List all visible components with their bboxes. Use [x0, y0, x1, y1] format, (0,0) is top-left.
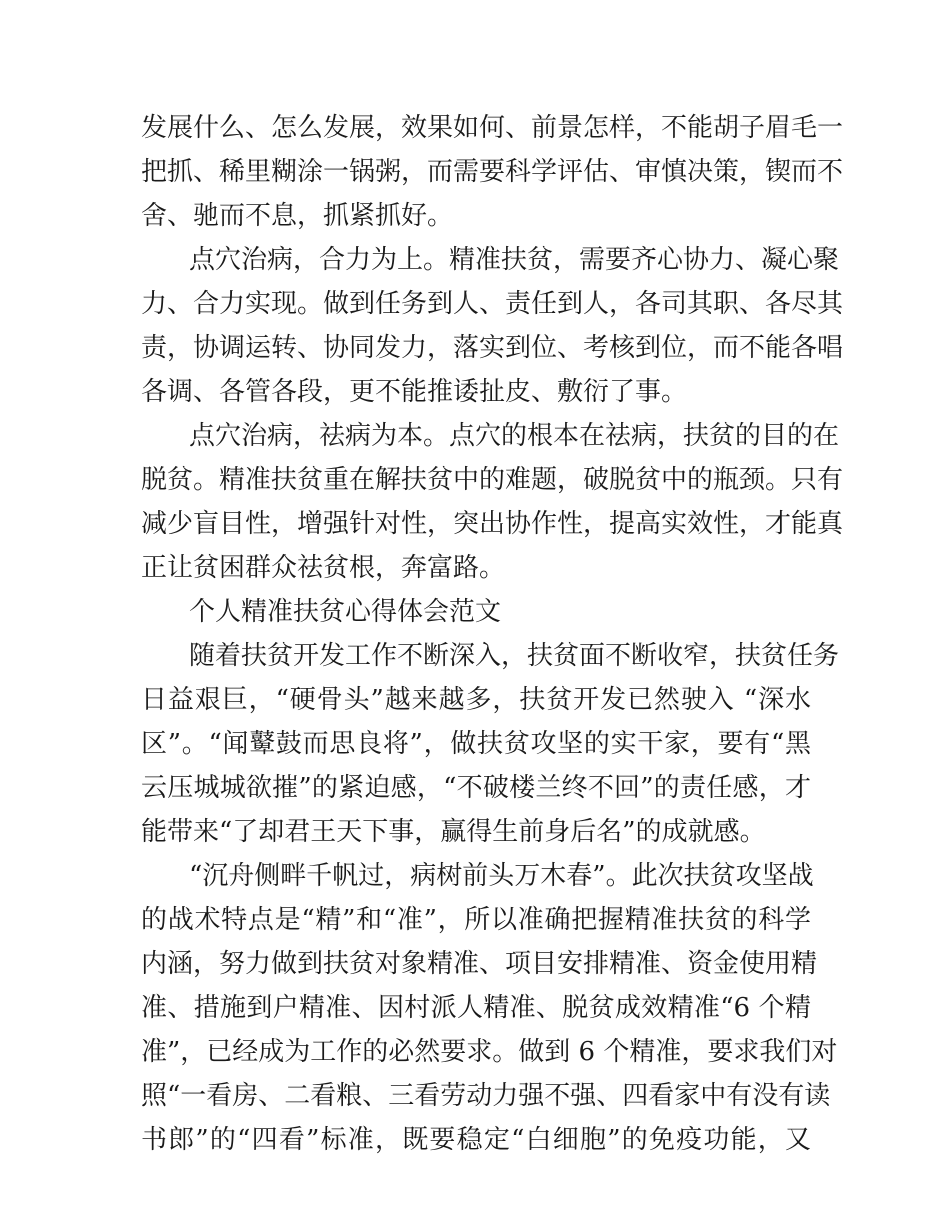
- text-line: 准”，已经成为工作的必然要求。做到 6 个精准，要求我们对: [141, 1037, 838, 1067]
- text-line: 减少盲目性，增强针对性，突出协作性，提高实效性，才能真: [141, 509, 844, 539]
- text-line: 点穴治病，祛病为本。点穴的根本在祛病，扶贫的目的在: [189, 421, 840, 451]
- text-line: 点穴治病，合力为上。精准扶贫，需要齐心协力、凝心聚: [189, 245, 840, 275]
- text-line: 各调、各管各段，更不能推诿扯皮、敷衍了事。: [141, 377, 688, 407]
- text-line: 的战术特点是“精”和“准”，所以准确把握精准扶贫的科学: [141, 905, 811, 935]
- text-line: 发展什么、怎么发展，效果如何、前景怎样，不能胡子眉毛一: [141, 113, 844, 143]
- text-line: “沉舟侧畔千帆过，病树前头万木春”。此次扶贫攻坚战: [189, 861, 814, 891]
- text-line: 内涵，努力做到扶贫对象精准、项目安排精准、资金使用精: [141, 949, 818, 979]
- text-line: 准、措施到户精准、因村派人精准、脱贫成效精准“6 个精: [141, 993, 811, 1023]
- text-line: 照“一看房、二看粮、三看劳动力强不强、四看家中有没有读: [141, 1081, 831, 1111]
- text-line: 把抓、稀里糊涂一锅粥，而需要科学评估、审慎决策，锲而不: [141, 157, 844, 187]
- text-line: 舍、驰而不息，抓紧抓好。: [141, 201, 454, 231]
- text-line: 力、合力实现。做到任务到人、责任到人，各司其职、各尽其: [141, 289, 844, 319]
- text-line: 正让贫困群众祛贫根，奔富路。: [141, 553, 506, 583]
- text-line: 云压城城欲摧”的紧迫感，“不破楼兰终不回”的责任感，才: [141, 773, 811, 803]
- text-line: 能带来“了却君王天下事，赢得生前身后名”的成就感。: [141, 817, 766, 847]
- text-line: 责，协调运转、协同发力，落实到位、考核到位，而不能各唱: [141, 333, 844, 363]
- section-heading: 个人精准扶贫心得体会范文: [189, 597, 502, 627]
- text-line: 脱贫。精准扶贫重在解扶贫中的难题，破脱贫中的瓶颈。只有: [141, 465, 844, 495]
- text-line: 书郎”的“四看”标准，既要稳定“白细胞”的免疫功能，又: [141, 1125, 811, 1155]
- text-line: 日益艰巨，“硬骨头”越来越多，扶贫开发已然驶入 “深水: [141, 685, 811, 715]
- text-line: 随着扶贫开发工作不断深入，扶贫面不断收窄，扶贫任务: [189, 641, 840, 671]
- text-line: 区”。“闻鼙鼓而思良将”，做扶贫攻坚的实干家，要有“黑: [141, 729, 811, 759]
